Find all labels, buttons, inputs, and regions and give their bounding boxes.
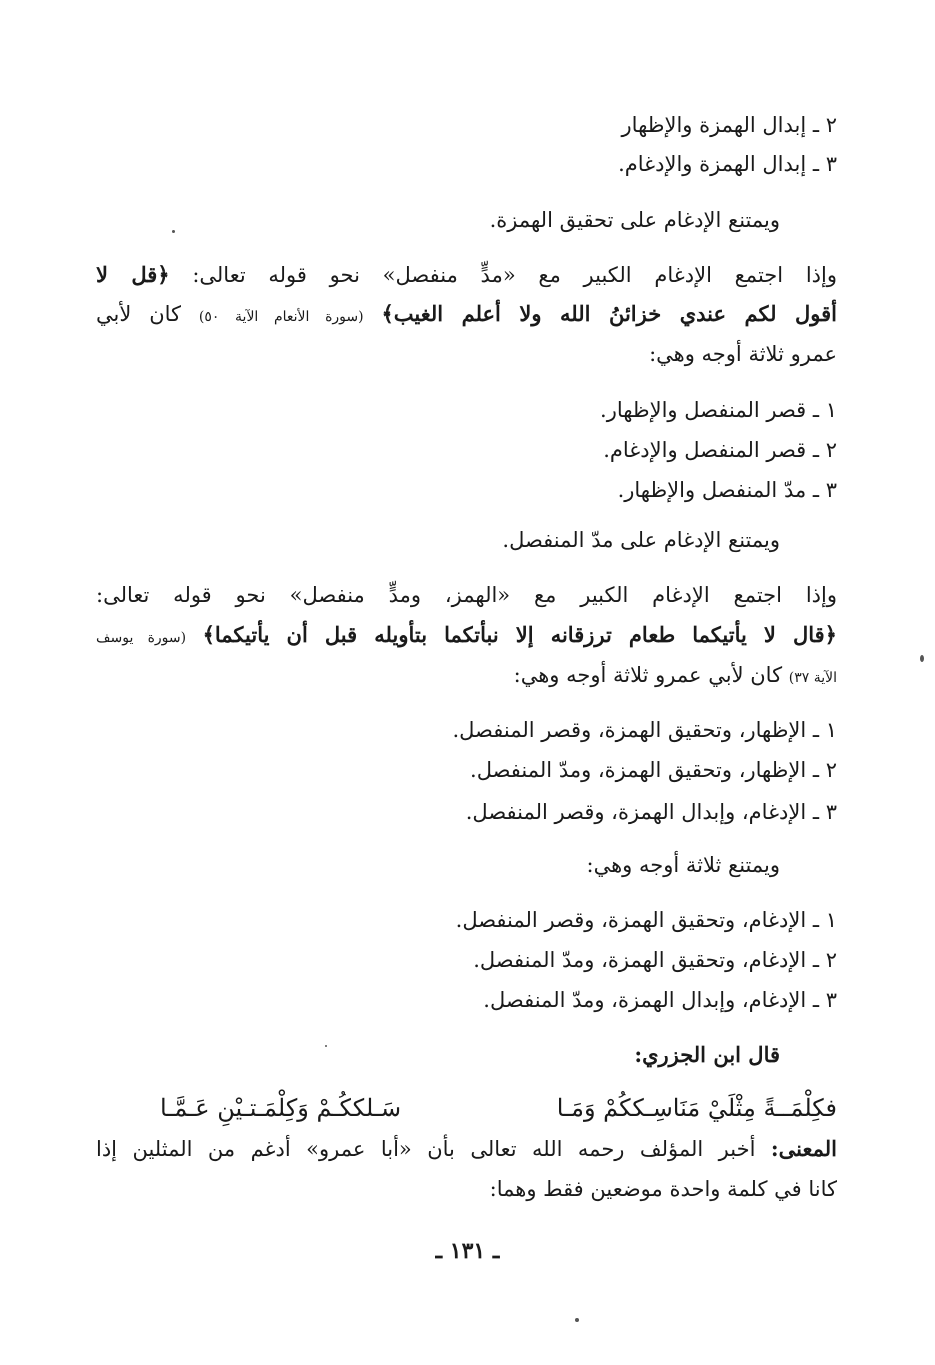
poetry-verse xyxy=(160,1088,837,1128)
list4-item2: ٢ ـ الإدغام، وتحقيق الهمزة، ومدّ المنفصل. xyxy=(473,948,837,972)
para1-line2-ref: (سورة الأنعام الآية ٥٠) xyxy=(198,309,364,325)
list2-item3: ٣ ـ مدّ المنفصل والإظهار. xyxy=(617,478,837,502)
para2-line3 xyxy=(514,658,837,692)
para2-line2 xyxy=(96,618,837,652)
para2-line1: وإذا اجتمع الإدغام الكبير مع «الهمز، ومدٍّ منفصل» نحو قوله تعالى: xyxy=(96,583,837,607)
verse-hemistich-1: فكِلْمَــةً مِثْلَيْ مَنَاسِـككُمْ وَمَـا xyxy=(556,1094,837,1122)
para1-line3: عمرو ثلاثة أوجه وهي: xyxy=(649,342,837,366)
list4-item3: ٣ ـ الإدغام، وإبدال الهمزة، ومدّ المنفصل. xyxy=(483,988,837,1012)
para1-line1-text: وإذا اجتمع الإدغام الكبير مع «مدٍّ منفصل» نحو قوله تعالى: xyxy=(192,263,837,287)
para1-line2 xyxy=(96,297,837,331)
para1-line2-end: كان لأبي xyxy=(96,302,182,326)
para2-line2-quote: ﴿قال لا يأتيكما طعام ترزقانه إلا نبأتكما بتأويله قبل أن يأتيكما﴾ xyxy=(202,622,837,647)
list2-item1: ١ ـ قصر المنفصل والإظهار. xyxy=(600,398,837,422)
note-2: ويمتنع الإدغام على مدّ المنفصل. xyxy=(502,528,780,552)
note-3: ويمتنع ثلاثة أوجه وهي: xyxy=(586,853,780,877)
verse-hemistich-2: سَـلككُـمْ وَكِلْمَـتـيْنِ عَـمَّـا xyxy=(160,1094,402,1122)
list2-item2: ٢ ـ قصر المنفصل والإدغام. xyxy=(603,438,837,462)
scan-speck xyxy=(325,1045,327,1047)
meaning-line2: كانا في كلمة واحدة موضعين فقط وهما: xyxy=(489,1177,837,1201)
section-heading: قال ابن الجزري: xyxy=(634,1042,780,1067)
para2-line3-ref: الآية ٣٧) xyxy=(788,670,837,686)
list4-item1: ١ ـ الإدغام، وتحقيق الهمزة، وقصر المنفصل. xyxy=(455,908,837,932)
scan-speck xyxy=(575,1318,579,1322)
para2-line2-ref: (سورة يوسف xyxy=(96,630,187,646)
para1-line2-quote: أقول لكم عندي خزائنُ الله ولا أعلم الغيب﴾ xyxy=(381,301,837,326)
list3-item3: ٣ ـ الإدغام، وإبدال الهمزة، وقصر المنفصل. xyxy=(465,800,837,824)
list3-item1: ١ ـ الإظهار، وتحقيق الهمزة، وقصر المنفصل. xyxy=(452,718,837,742)
list3-item2: ٢ ـ الإظهار، وتحقيق الهمزة، ومدّ المنفصل. xyxy=(470,758,837,782)
para2-line3-end: كان لأبي عمرو ثلاثة أوجه وهي: xyxy=(513,663,783,687)
para1-line1-quote: ﴿قل لا xyxy=(96,262,170,287)
meaning-label: المعنى: xyxy=(770,1136,837,1161)
note-1: ويمتنع الإدغام على تحقيق الهمزة. xyxy=(489,208,780,232)
list1-item2: ٢ ـ إبدال الهمزة والإظهار xyxy=(621,113,837,137)
scan-speck xyxy=(172,230,175,233)
list1-item3: ٣ ـ إبدال الهمزة والإدغام. xyxy=(618,152,837,176)
page-number: ـ ١٣١ ـ xyxy=(435,1238,500,1264)
meaning-line1 xyxy=(96,1132,837,1166)
scan-speck xyxy=(920,655,924,662)
para1-line1 xyxy=(96,258,837,292)
meaning-line1-text: أخبر المؤلف رحمه الله تعالى بأن «أبا عمرو» أدغم من المثلين إذا xyxy=(96,1137,756,1161)
